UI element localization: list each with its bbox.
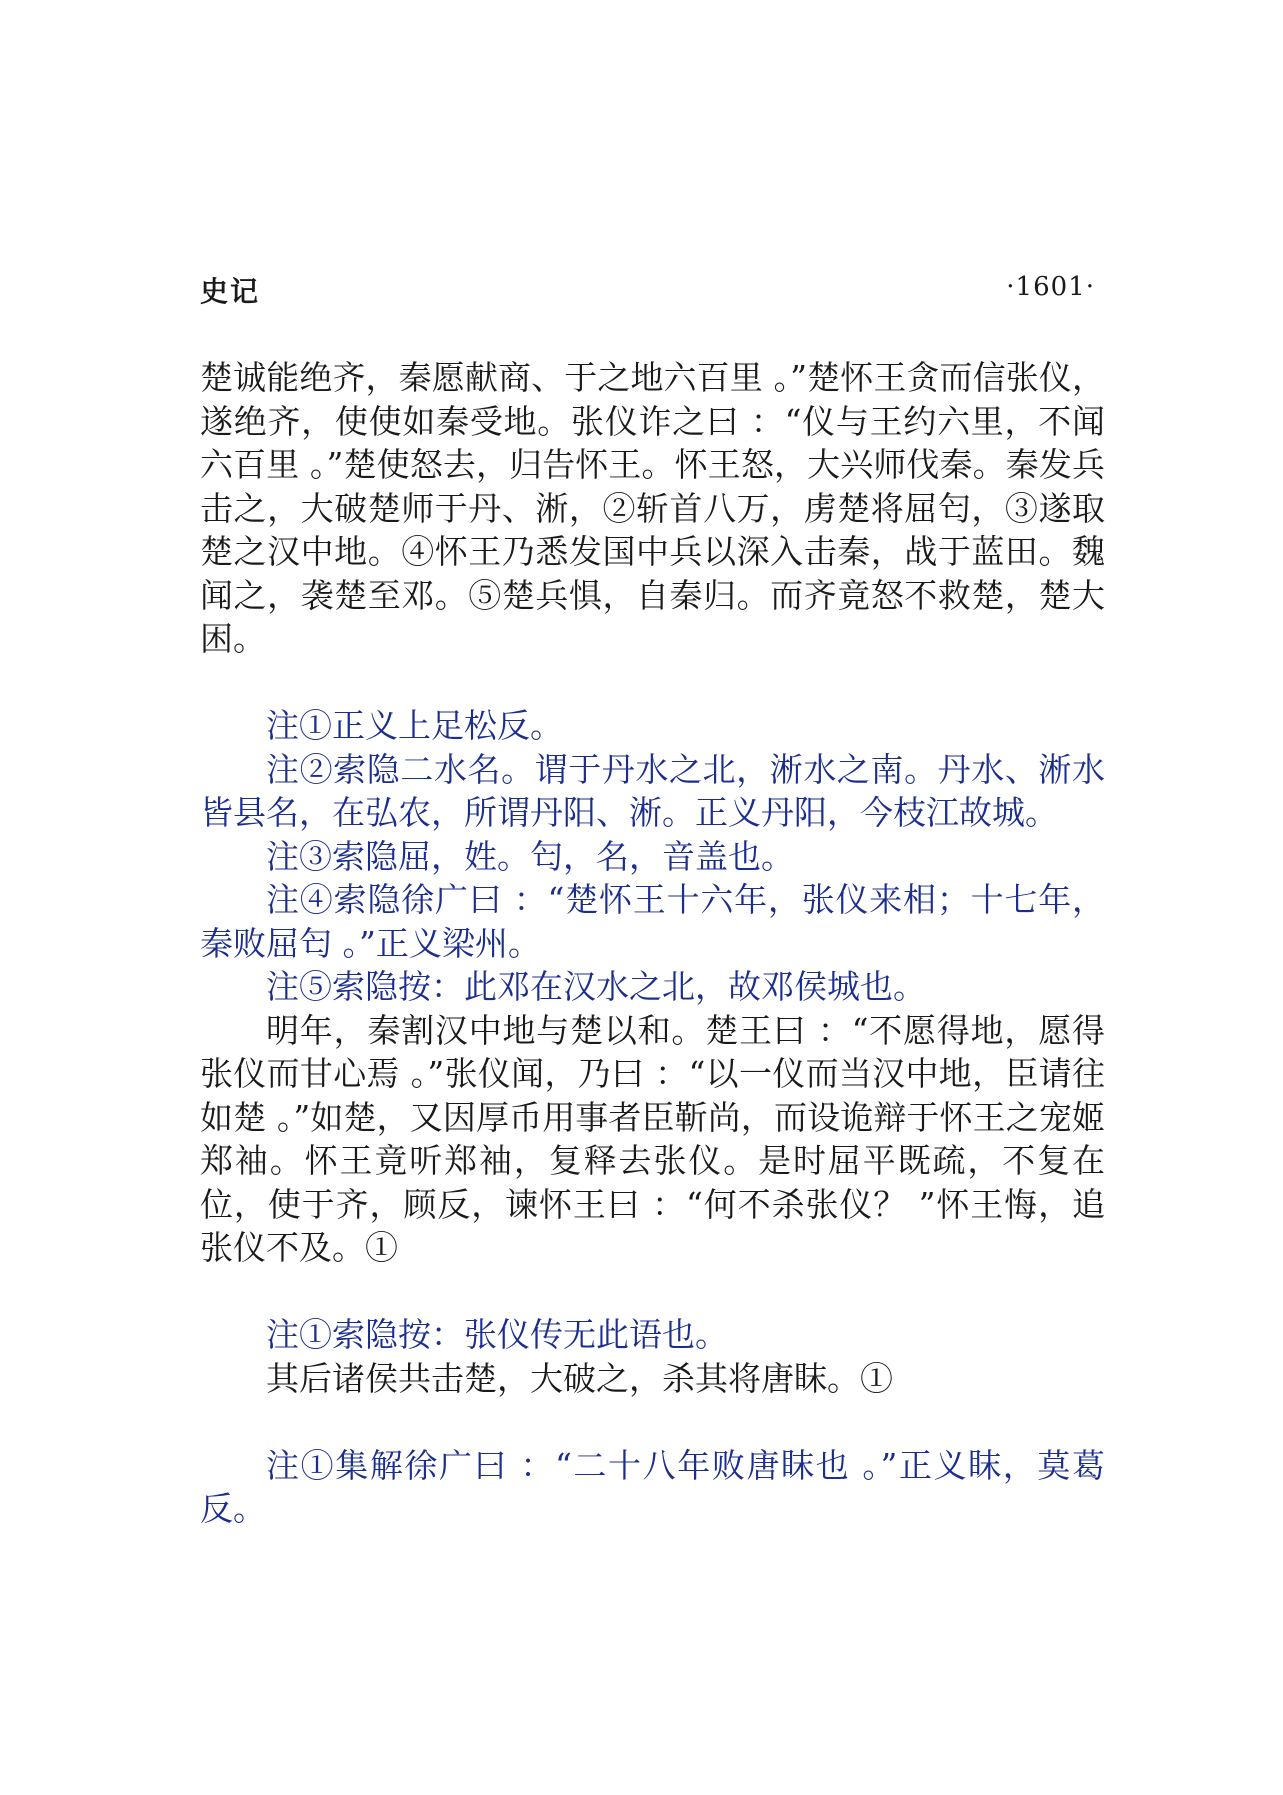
body-text [200, 356, 1105, 1531]
book-title: 史记 [200, 275, 261, 308]
annotation-note: 注①集解徐广曰 ：“二十八年败唐眜也 。”正义眜，莫葛反。 [200, 1445, 1105, 1528]
main-paragraph: 其后诸侯共击楚，大破之，杀其将唐眜。① [266, 1358, 893, 1398]
annotation-note: 注④索隐徐广曰 ：“楚怀王十六年，张仪来相；十七年，秦败屈匄 。”正义梁州。 [200, 880, 1105, 963]
main-paragraph: 楚诚能绝齐，秦愿献商、于之地六百里 。”楚怀王贪而信张仪，遂绝齐，使使如秦受地。张仪诈之曰 ：“仪与王约六里，不闻六百里 。”楚使怒去，归告怀王。怀王怒，大兴师伐秦。秦发兵击之，大破楚师于丹、淅，②斩首八万，虏楚将屈匄，③遂取楚之汉中地。④怀王乃悉发国中兵以深入击秦，战于蓝田。魏闻之，袭楚至邓。⑤楚兵惧，自秦归。而齐竟怒不救楚，楚大困。 [200, 358, 1105, 658]
annotation-note: 注①索隐按：张仪传无此语也。 [266, 1315, 728, 1354]
page-header [200, 270, 1095, 310]
page-number: ·1601· [1006, 272, 1095, 302]
annotation-note: 注⑤索隐按：此邓在汉水之北，故邓侯城也。 [266, 967, 926, 1006]
annotation-note: 注③索隐屈，姓。匄，名，音盖也。 [266, 836, 794, 876]
annotation-note: 注①正义上足松反。 [266, 706, 563, 745]
annotation-note: 注②索隐二水名。谓于丹水之北，淅水之南。丹水、淅水皆县名，在弘农，所谓丹阳、淅。正义丹阳，今枝江故城。 [200, 749, 1105, 832]
main-paragraph: 明年，秦割汉中地与楚以和。楚王曰 ：“不愿得地，愿得张仪而甘心焉 。”张仪闻，乃曰 ：“以一仪而当汉中地，臣请往如楚 。”如楚，又因厚币用事者臣靳尚，而设诡辩于怀王之宠姬郑袖。怀王竟听郑袖，复释去张仪。是时屈平既疏，不复在位，使于齐，顾反，谏怀王曰 ：“何不杀张仪？ ”怀王悔，追张仪不及。① [200, 1010, 1105, 1267]
